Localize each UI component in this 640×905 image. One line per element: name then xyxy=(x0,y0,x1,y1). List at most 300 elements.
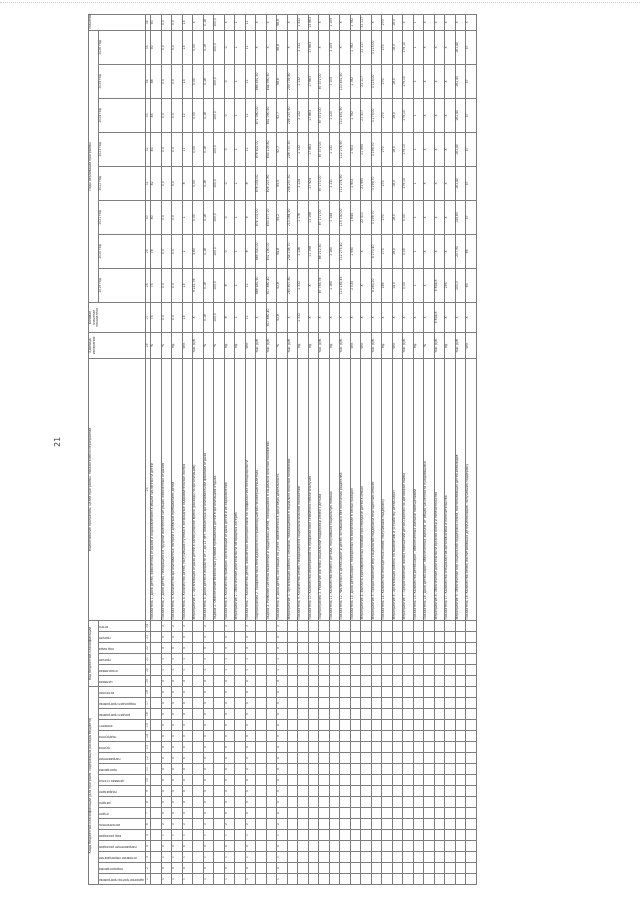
code-cell xyxy=(466,664,477,675)
code-cell xyxy=(413,653,424,664)
row-year-value: 18,0 xyxy=(392,98,403,132)
code-cell xyxy=(319,775,330,786)
code-cell xyxy=(308,753,319,764)
row-year-value: 2 035 xyxy=(350,268,361,302)
table-row xyxy=(256,14,267,884)
code-cell xyxy=(455,731,466,742)
code-cell: 0 xyxy=(224,764,235,775)
row-base-value: Х xyxy=(193,302,204,332)
code-cell xyxy=(434,731,445,742)
code-cell xyxy=(392,841,403,852)
code-cell xyxy=(266,819,277,830)
code-cell: 1 xyxy=(245,852,256,863)
code-cell xyxy=(413,731,424,742)
code-cell xyxy=(445,874,456,885)
row-year-value: 11 198 xyxy=(308,234,319,268)
row-unit: чел. xyxy=(350,332,361,358)
row-year-value: 1 xyxy=(413,98,424,132)
code-cell xyxy=(298,775,309,786)
code-cell xyxy=(329,830,340,841)
code-cell: 1 xyxy=(161,830,172,841)
code-cell xyxy=(350,642,361,653)
code-cell xyxy=(329,709,340,720)
code-cell xyxy=(466,874,477,885)
code-cell xyxy=(361,620,372,631)
code-cell xyxy=(413,664,424,675)
code-cell xyxy=(266,686,277,697)
row-year-value: 85 xyxy=(466,234,477,268)
row-name: Показатель 9. Количество семей, находящихся в социально опасном положении xyxy=(298,358,309,620)
code-cell xyxy=(256,631,267,642)
code-cell xyxy=(256,786,267,797)
code-cell: 2 xyxy=(172,620,183,631)
code-cell: 1 xyxy=(161,852,172,863)
row-year-value: Х xyxy=(434,132,445,166)
code-cell xyxy=(392,742,403,753)
code-cell xyxy=(308,731,319,742)
code-cell xyxy=(350,720,361,731)
code-cell xyxy=(214,686,225,697)
code-cell xyxy=(424,764,435,775)
row-year-value: Х xyxy=(424,200,435,234)
code-cell xyxy=(361,686,372,697)
row-final-value: 98,6 xyxy=(277,14,288,30)
code-cell xyxy=(434,786,445,797)
header-code-col xyxy=(99,675,146,686)
code-cell: 1 xyxy=(245,664,256,675)
code-cell xyxy=(455,709,466,720)
code-cell xyxy=(329,841,340,852)
code-cell xyxy=(361,720,372,731)
code-cell: 2 xyxy=(182,819,193,830)
row-final-value: Х xyxy=(266,14,277,30)
row-year-value: Х xyxy=(266,30,277,64)
code-cell xyxy=(382,653,393,664)
code-cell xyxy=(340,797,351,808)
code-cell xyxy=(392,731,403,742)
code-cell xyxy=(287,753,298,764)
code-cell xyxy=(214,808,225,819)
header-code-col-label: целевая статья xyxy=(99,778,125,783)
code-cell xyxy=(445,620,456,631)
code-cell: 0 xyxy=(161,797,172,808)
table-row xyxy=(203,14,214,884)
code-cell xyxy=(413,675,424,686)
code-cell: 1 xyxy=(172,874,183,885)
row-year-value: 208 757,50 xyxy=(287,132,298,166)
header-code-col xyxy=(99,852,146,863)
row-year-value: Х xyxy=(424,64,435,98)
row-base-value: Х xyxy=(403,302,414,332)
code-cell xyxy=(403,698,414,709)
code-cell xyxy=(455,653,466,664)
row-year-value: 1 xyxy=(235,132,246,166)
code-cell xyxy=(382,874,393,885)
row-year-value: 270 xyxy=(382,64,393,98)
code-cell xyxy=(340,841,351,852)
code-cell xyxy=(392,653,403,664)
code-cell xyxy=(308,675,319,686)
code-cell xyxy=(319,830,330,841)
code-cell xyxy=(361,675,372,686)
code-cell xyxy=(392,686,403,697)
code-cell xyxy=(298,731,309,742)
code-cell xyxy=(413,786,424,797)
code-cell xyxy=(287,742,298,753)
row-year-value: 1 160 xyxy=(329,268,340,302)
code-cell: 2 xyxy=(203,620,214,631)
code-cell xyxy=(403,731,414,742)
code-cell xyxy=(455,742,466,753)
code-cell: 2 xyxy=(245,620,256,631)
row-final-value: 15 xyxy=(182,14,193,30)
code-cell xyxy=(392,786,403,797)
row-name: Показатель 4. Количество детей, получивших путевки в загородные оздоровительные лагеря xyxy=(182,358,193,620)
code-cell xyxy=(466,698,477,709)
row-year-value: 18,0 xyxy=(392,200,403,234)
code-cell xyxy=(392,775,403,786)
code-cell xyxy=(340,720,351,731)
code-cell xyxy=(455,642,466,653)
code-cell: 0 xyxy=(172,841,183,852)
header-code-col xyxy=(99,863,146,874)
code-cell: 0 xyxy=(277,863,288,874)
code-cell xyxy=(214,720,225,731)
row-base-value: Х xyxy=(466,302,477,332)
table-row xyxy=(350,14,361,884)
row-year-value: 0,00 xyxy=(193,98,204,132)
code-cell xyxy=(298,709,309,720)
row-year-value: 22 511 xyxy=(361,200,372,234)
code-cell xyxy=(392,631,403,642)
code-cell xyxy=(298,863,309,874)
header-code-col-label: элемент xyxy=(99,723,113,728)
row-year-value: 871 080,00 xyxy=(256,98,267,132)
code-cell xyxy=(266,808,277,819)
code-cell: 1 xyxy=(172,653,183,664)
code-cell xyxy=(256,841,267,852)
code-cell xyxy=(329,698,340,709)
row-year-value: 3 175,00 xyxy=(371,98,382,132)
row-year-value: 1 xyxy=(413,64,424,98)
code-cell: 0 xyxy=(203,742,214,753)
row-year-value: Х xyxy=(287,30,298,64)
code-cell xyxy=(256,830,267,841)
column-number: 13 xyxy=(146,742,151,753)
code-cell: 0 xyxy=(277,841,288,852)
code-cell xyxy=(382,775,393,786)
header-code-col-label: администратор программы xyxy=(99,877,144,882)
code-cell xyxy=(235,797,246,808)
row-year-value: 0,16 xyxy=(203,98,214,132)
row-base-value: 100,0 xyxy=(214,302,225,332)
row-year-value: 4 270,40 xyxy=(371,234,382,268)
row-year-value: 254 138,70 xyxy=(287,234,298,268)
header-code-col xyxy=(99,841,146,852)
code-cell: 1 xyxy=(203,874,214,885)
code-cell xyxy=(319,686,330,697)
row-year-value: 112 274,90 xyxy=(340,132,351,166)
code-cell: 1 xyxy=(203,852,214,863)
rotated-table-sheet xyxy=(88,15,628,885)
row-year-value: 1 160 xyxy=(329,234,340,268)
code-cell xyxy=(434,852,445,863)
code-cell: 1 xyxy=(224,874,235,885)
row-base-value: Х xyxy=(350,302,361,332)
code-cell xyxy=(361,631,372,642)
code-cell xyxy=(235,642,246,653)
code-cell xyxy=(287,852,298,863)
code-cell xyxy=(413,753,424,764)
row-year-value: 100,0 xyxy=(214,268,225,302)
code-cell xyxy=(193,753,204,764)
row-year-value: 100,0 xyxy=(214,64,225,98)
row-final-value: Х xyxy=(287,14,298,30)
code-cell xyxy=(466,642,477,653)
table-row xyxy=(298,14,309,884)
header-code-col xyxy=(99,720,146,731)
row-base-value: 9 836,8 xyxy=(434,302,445,332)
code-cell xyxy=(413,631,424,642)
row-base-value: Х xyxy=(455,302,466,332)
code-cell xyxy=(434,709,445,720)
column-number: 35 xyxy=(146,30,151,64)
column-number: 11 xyxy=(146,764,151,775)
code-cell xyxy=(434,631,445,642)
code-cell xyxy=(434,764,445,775)
code-cell xyxy=(403,631,414,642)
table-row xyxy=(182,14,193,884)
row-year-value: 1 332 xyxy=(298,268,309,302)
code-cell xyxy=(382,720,393,731)
header-code-col xyxy=(99,742,146,753)
row-year-value: 626 207,80 xyxy=(266,166,277,200)
code-cell: 0 xyxy=(161,675,172,686)
code-cell: 1 xyxy=(277,852,288,863)
code-cell xyxy=(214,753,225,764)
code-cell xyxy=(193,819,204,830)
row-base-value: Х xyxy=(340,302,351,332)
code-cell xyxy=(361,852,372,863)
code-cell xyxy=(319,764,330,775)
column-number: 21 xyxy=(146,653,151,664)
row-year-value: 1 782 xyxy=(350,64,361,98)
code-cell xyxy=(308,852,319,863)
row-year-value: 100,0 xyxy=(214,98,225,132)
row-year-value: 165 xyxy=(382,268,393,302)
row-unit: ед. xyxy=(224,332,235,358)
code-cell xyxy=(266,720,277,731)
row-year-value: 9 xyxy=(245,200,256,234)
row-year-value: 18,0 xyxy=(392,132,403,166)
code-cell xyxy=(361,819,372,830)
row-year-value: 270 xyxy=(382,200,393,234)
row-year-value: 868 481,90 xyxy=(256,268,267,302)
code-cell xyxy=(371,642,382,653)
row-unit: тыс. руб. xyxy=(193,332,204,358)
code-cell xyxy=(298,808,309,819)
header-code-col-label: исполнитель xyxy=(99,822,121,827)
row-year-value: 1 xyxy=(235,268,246,302)
row-year-value: 617 880,40 xyxy=(266,268,277,302)
code-cell xyxy=(256,863,267,874)
code-cell: 0 xyxy=(224,631,235,642)
code-cell xyxy=(371,764,382,775)
code-cell: 1 xyxy=(161,653,172,664)
code-cell xyxy=(350,874,361,885)
code-cell: 0 xyxy=(182,720,193,731)
code-cell xyxy=(382,830,393,841)
code-cell: 1 xyxy=(182,664,193,675)
code-cell xyxy=(382,686,393,697)
code-cell xyxy=(413,642,424,653)
code-cell xyxy=(403,819,414,830)
row-year-value: 1 xyxy=(235,64,246,98)
row-year-value: 57 xyxy=(466,132,477,166)
code-cell: 0 xyxy=(277,731,288,742)
code-cell xyxy=(434,642,445,653)
code-cell xyxy=(151,686,162,697)
row-unit: ед. xyxy=(445,332,456,358)
code-cell xyxy=(434,775,445,786)
row-year-value: 0 xyxy=(224,132,235,166)
column-number: 9 xyxy=(146,786,151,797)
row-year-value: 90 xyxy=(151,30,162,64)
column-number: 18 xyxy=(146,686,151,697)
row-year-value: 11 xyxy=(245,64,256,98)
code-cell xyxy=(392,874,403,885)
row-final-value: Х xyxy=(319,14,330,30)
code-cell xyxy=(434,808,445,819)
code-cell xyxy=(151,863,162,874)
row-year-value: 113 183,45 xyxy=(340,268,351,302)
column-number: 24 xyxy=(146,620,151,631)
row-name: Показатель 5. Доля детей в возрасте от 7 до 15 лет, охваченных организованными формами отдыха xyxy=(203,358,214,620)
code-cell: 1 xyxy=(182,852,193,863)
code-cell xyxy=(361,786,372,797)
row-year-value: 14,0 xyxy=(392,268,403,302)
code-cell: 1 xyxy=(277,664,288,675)
row-year-value: 179,10 xyxy=(403,30,414,64)
row-year-value: 0 xyxy=(224,234,235,268)
row-year-value: 1 782 xyxy=(350,30,361,64)
code-cell xyxy=(382,797,393,808)
code-cell xyxy=(371,742,382,753)
row-year-value: 11 xyxy=(245,132,256,166)
code-cell xyxy=(235,686,246,697)
row-final-value: 13 863 xyxy=(308,14,319,30)
row-year-value: Х xyxy=(445,98,456,132)
code-cell xyxy=(434,819,445,830)
code-cell xyxy=(193,764,204,775)
header-final-value: Значение xyxy=(89,14,146,30)
column-number: 5 xyxy=(146,830,151,841)
row-year-value: Х xyxy=(308,268,319,302)
header-code-col xyxy=(99,731,146,742)
code-cell: 0 xyxy=(245,742,256,753)
code-cell xyxy=(151,841,162,852)
code-cell: 0 xyxy=(224,731,235,742)
code-cell: 1 xyxy=(161,874,172,885)
code-cell xyxy=(287,620,298,631)
header-code-col xyxy=(99,753,146,764)
row-name: Показатель 10. Количество мероприятий по профилактике семейного неблагополучия xyxy=(308,358,319,620)
code-cell xyxy=(403,642,414,653)
code-cell xyxy=(256,720,267,731)
code-cell xyxy=(235,775,246,786)
code-cell xyxy=(151,874,162,885)
row-name: Показатель 1. Доля детей, охваченных отдыхом и оздоровлением в общей численности детей xyxy=(151,358,162,620)
header-code-col xyxy=(99,874,146,885)
table-row xyxy=(277,14,288,884)
row-base-value: Х xyxy=(361,302,372,332)
row-base-value: Х xyxy=(424,302,435,332)
code-cell xyxy=(350,675,361,686)
row-final-value: 0,0 xyxy=(161,14,172,30)
row-year-value: 0,00 xyxy=(403,200,414,234)
code-cell: 0 xyxy=(277,631,288,642)
row-final-value: Х xyxy=(224,14,235,30)
row-year-value: 0,16 xyxy=(203,268,214,302)
code-cell xyxy=(371,786,382,797)
code-cell xyxy=(266,731,277,742)
code-cell xyxy=(256,620,267,631)
code-cell xyxy=(445,742,456,753)
header-code-col-label: подраздел программы xyxy=(99,701,137,706)
row-year-value: Х xyxy=(424,166,435,200)
code-cell xyxy=(466,653,477,664)
code-cell xyxy=(445,819,456,830)
code-cell xyxy=(256,653,267,664)
code-cell xyxy=(298,631,309,642)
code-cell xyxy=(403,709,414,720)
row-year-value: 1 xyxy=(413,200,424,234)
code-cell xyxy=(193,841,204,852)
row-final-value: Х xyxy=(434,14,445,30)
code-cell: 0 xyxy=(172,720,183,731)
row-year-value: 15 xyxy=(182,268,193,302)
code-cell xyxy=(382,841,393,852)
code-cell xyxy=(214,841,225,852)
code-cell xyxy=(235,830,246,841)
row-year-value: 0,0 xyxy=(161,166,172,200)
code-cell xyxy=(424,675,435,686)
code-cell xyxy=(382,808,393,819)
code-cell: 0 xyxy=(277,797,288,808)
code-cell xyxy=(319,808,330,819)
code-cell xyxy=(466,830,477,841)
code-cell xyxy=(298,852,309,863)
code-cell xyxy=(403,664,414,675)
code-cell xyxy=(403,675,414,686)
code-cell xyxy=(371,841,382,852)
row-year-value: 87 785,76 xyxy=(319,268,330,302)
code-cell xyxy=(382,819,393,830)
code-cell xyxy=(214,874,225,885)
code-cell xyxy=(266,775,277,786)
code-cell: 0 xyxy=(172,742,183,753)
code-cell: 2 xyxy=(161,819,172,830)
code-cell xyxy=(329,852,340,863)
code-cell xyxy=(340,830,351,841)
code-cell xyxy=(361,709,372,720)
code-cell xyxy=(392,852,403,863)
header-code-col-label: прочее xyxy=(99,635,111,640)
row-year-value: 0,16 xyxy=(203,166,214,200)
code-cell xyxy=(413,819,424,830)
code-cell xyxy=(413,698,424,709)
row-year-value: 3 115,00 xyxy=(371,64,382,98)
